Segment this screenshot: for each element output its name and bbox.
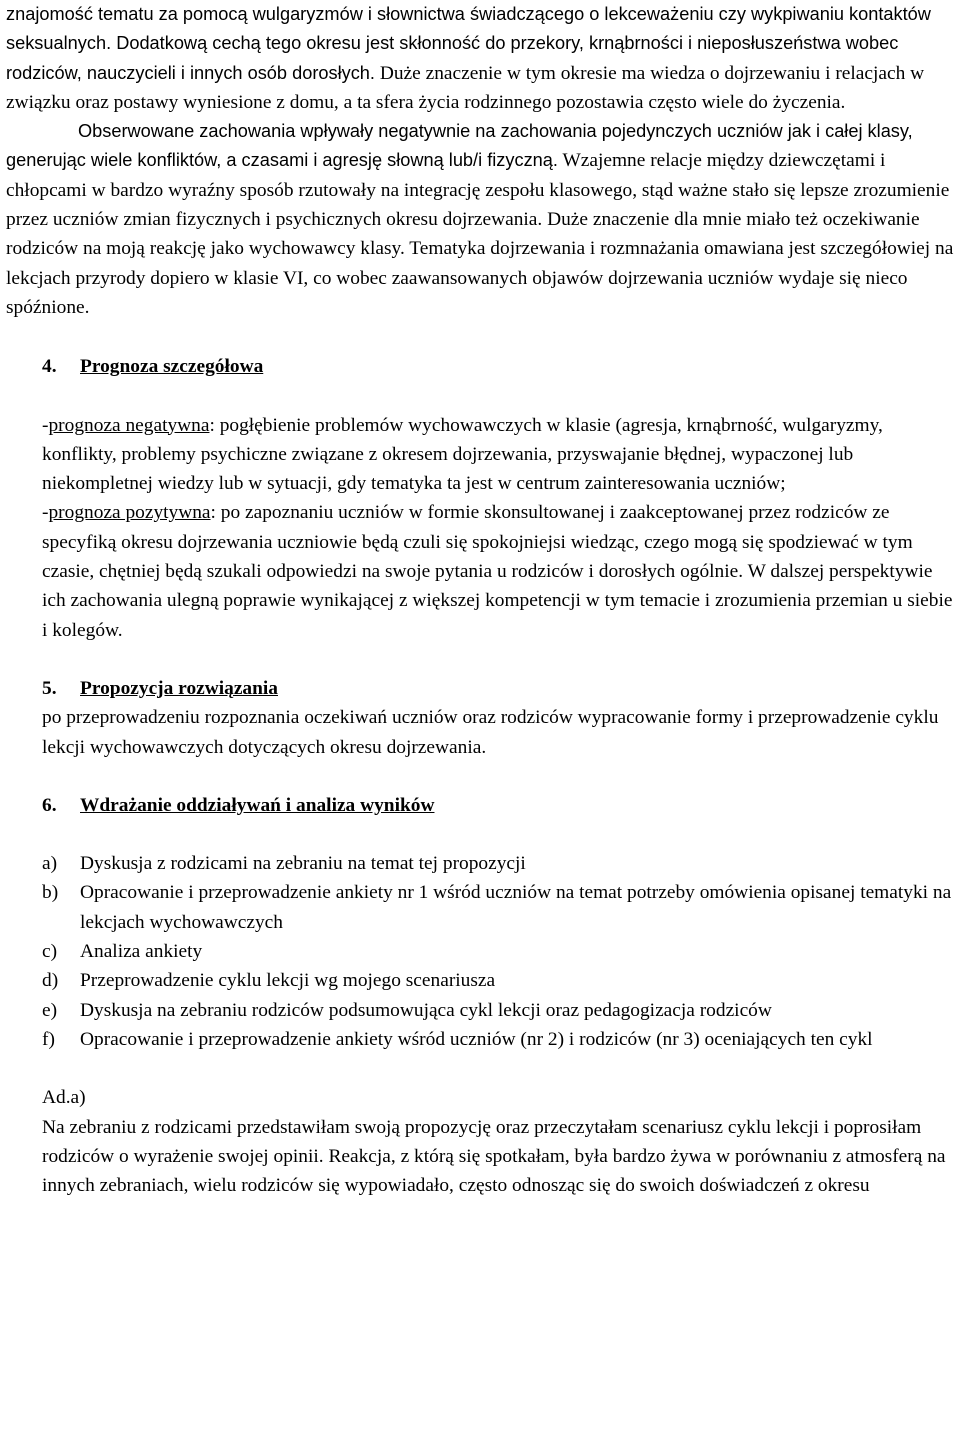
- dash: -: [42, 414, 49, 436]
- positive-forecast-label: prognoza pozytywna: [48, 502, 211, 524]
- section-title: Wdrażanie oddziaływań i analiza wyników: [80, 794, 435, 816]
- section-5-text: po przeprowadzeniu rozpoznania oczekiwań uczniów oraz rodziców wypracowanie formy i przeprowadzenie cyklu lekcji wychowawczych dotyczących okresu dojrzewania.: [42, 707, 939, 758]
- document-page: [6, 0, 956, 1200]
- section-number: 4.: [42, 356, 57, 378]
- list-item: [42, 1025, 956, 1054]
- list-marker: f): [42, 1028, 55, 1050]
- negative-forecast-label: prognoza negatywna: [48, 414, 210, 436]
- spacer: [6, 762, 956, 791]
- dash: -: [42, 502, 49, 524]
- spacer: [6, 820, 956, 849]
- ad-a-section: [42, 1083, 956, 1200]
- ad-a-label: Ad.a): [42, 1087, 86, 1109]
- list-marker: b): [42, 882, 59, 904]
- list-marker: a): [42, 853, 58, 875]
- list-item: [42, 966, 956, 995]
- section-number: 6.: [42, 794, 57, 816]
- list-item: [42, 937, 956, 966]
- list-item-text: Dyskusja na zebraniu rodziców podsumowująca cykl lekcji oraz pedagogizacja rodziców: [80, 999, 772, 1021]
- paragraph-text-sans: znajomość tematu za pomocą wulgaryzmów i słownictwa świadczącego o lekceważeniu czy wykpiwaniu kontaktów seksualnych. Dodatkową cechą tego okresu jest skłonność do przekory, krnąbrności i nieposłuszeństwa wobec rodziców, nauczycieli i innych osób dorosłych.: [6, 4, 931, 83]
- implementation-list: [42, 849, 956, 1054]
- section-title: Propozycja rozwiązania: [80, 677, 278, 699]
- list-marker: d): [42, 970, 59, 992]
- positive-forecast-text: : po zapoznaniu uczniów w formie skonsultowanej i zaakceptowanej przez rodziców ze specyfiką okresu dojrzewania uczniowie będą czuli się spokojniejsi wiedząc, czego mogą się spodziewać w tym czasie, chętniej będą szukali odpowiedzi na swoje pytania u rodziców i dorosłych ogólnie. W dalszej perspektywie ich zachowania ulegną poprawie wynikającej z większej kompetencji w tym temacie i zrozumienia przemian u siebie i kolegów.: [42, 502, 953, 641]
- paragraph-text: Wzajemne relacje między dziewczętami i chłopcami w bardzo wyraźny sposób rzutowały na integrację zespołu klasowego, stąd ważne stało się lepsze zrozumienie przez uczniów zmian fizycznych i psychicznych okresu dojrzewania. Duże znaczenie dla mnie miało też oczekiwanie rodziców na moją reakcję jako wychowawcy klasy. Tematyka dojrzewania i rozmnażania omawiana jest szczegółowiej na lekcjach przyrody dopiero w klasie VI, co wobec zaawansowanych objawów dojrzewania uczniów wydaje się nieco spóźnione.: [6, 150, 954, 318]
- section-4-body: [42, 411, 956, 645]
- negative-forecast: [42, 411, 956, 499]
- list-marker: e): [42, 999, 58, 1021]
- negative-forecast-text: : pogłębienie problemów wychowawczych w klasie (agresja, krnąbrność, wulgaryzmy, konflikty, problemy psychiczne związane z okresem dojrzewania, przyswajanie błędnej, wypaczonej lub niekompletnej wiedzy lub w sytuacji, gdy tematyka ta jest w centrum zainteresowania uczniów;: [42, 414, 883, 495]
- paragraph-text: Duże znaczenie w tym okresie ma wiedza o dojrzewaniu i relacjach w związku oraz postawy wyniesione z domu, a ta sfera życia rodzinnego pozostawia często wiele do życzenia.: [6, 62, 925, 113]
- positive-forecast: [42, 498, 956, 644]
- section-5-body: [42, 703, 956, 762]
- list-item-text: Analiza ankiety: [80, 941, 203, 963]
- spacer: [6, 1054, 956, 1083]
- ad-a-text: Na zebraniu z rodzicami przedstawiłam swoją propozycję oraz przeczytałam scenariusz cyklu lekcji i poprosiłam rodziców o wyrażenie swojej opinii. Reakcja, z którą się spotkałam, była bardzo żywa w porównaniu z atmosferą na innych zebraniach, wielu rodziców się wypowiadało, często odnosząc się do swoich doświadczeń z okresu: [42, 1116, 946, 1197]
- list-item: [42, 996, 956, 1025]
- section-6-heading: [42, 791, 956, 820]
- spacer: [6, 382, 956, 411]
- paragraph-observations: [6, 117, 956, 322]
- paragraph-continuation: [6, 0, 956, 117]
- spacer: [6, 322, 956, 352]
- list-item-text: Przeprowadzenie cyklu lekcji wg mojego scenariusza: [80, 970, 496, 992]
- section-5-heading: [42, 674, 956, 703]
- list-marker: c): [42, 941, 58, 963]
- section-4-heading: [42, 352, 956, 381]
- list-item-text: Dyskusja z rodzicami na zebraniu na temat tej propozycji: [80, 853, 526, 875]
- section-title: Prognoza szczegółowa: [80, 356, 264, 378]
- section-number: 5.: [42, 677, 57, 699]
- list-item-text: Opracowanie i przeprowadzenie ankiety wśród uczniów (nr 2) i rodziców (nr 3) oceniających ten cykl: [80, 1028, 873, 1050]
- paragraph-text-sans: Obserwowane zachowania wpływały negatywnie na zachowania pojedynczych uczniów jak i całej klasy, generując wiele konfliktów, a czasami i agresję słowną lub/i fizyczną.: [6, 121, 913, 171]
- spacer: [6, 645, 956, 674]
- list-item: [42, 878, 956, 937]
- list-item: [42, 849, 956, 878]
- list-item-text: Opracowanie i przeprowadzenie ankiety nr 1 wśród uczniów na temat potrzeby omówienia opisanej tematyki na lekcjach wychowawczych: [80, 882, 952, 933]
